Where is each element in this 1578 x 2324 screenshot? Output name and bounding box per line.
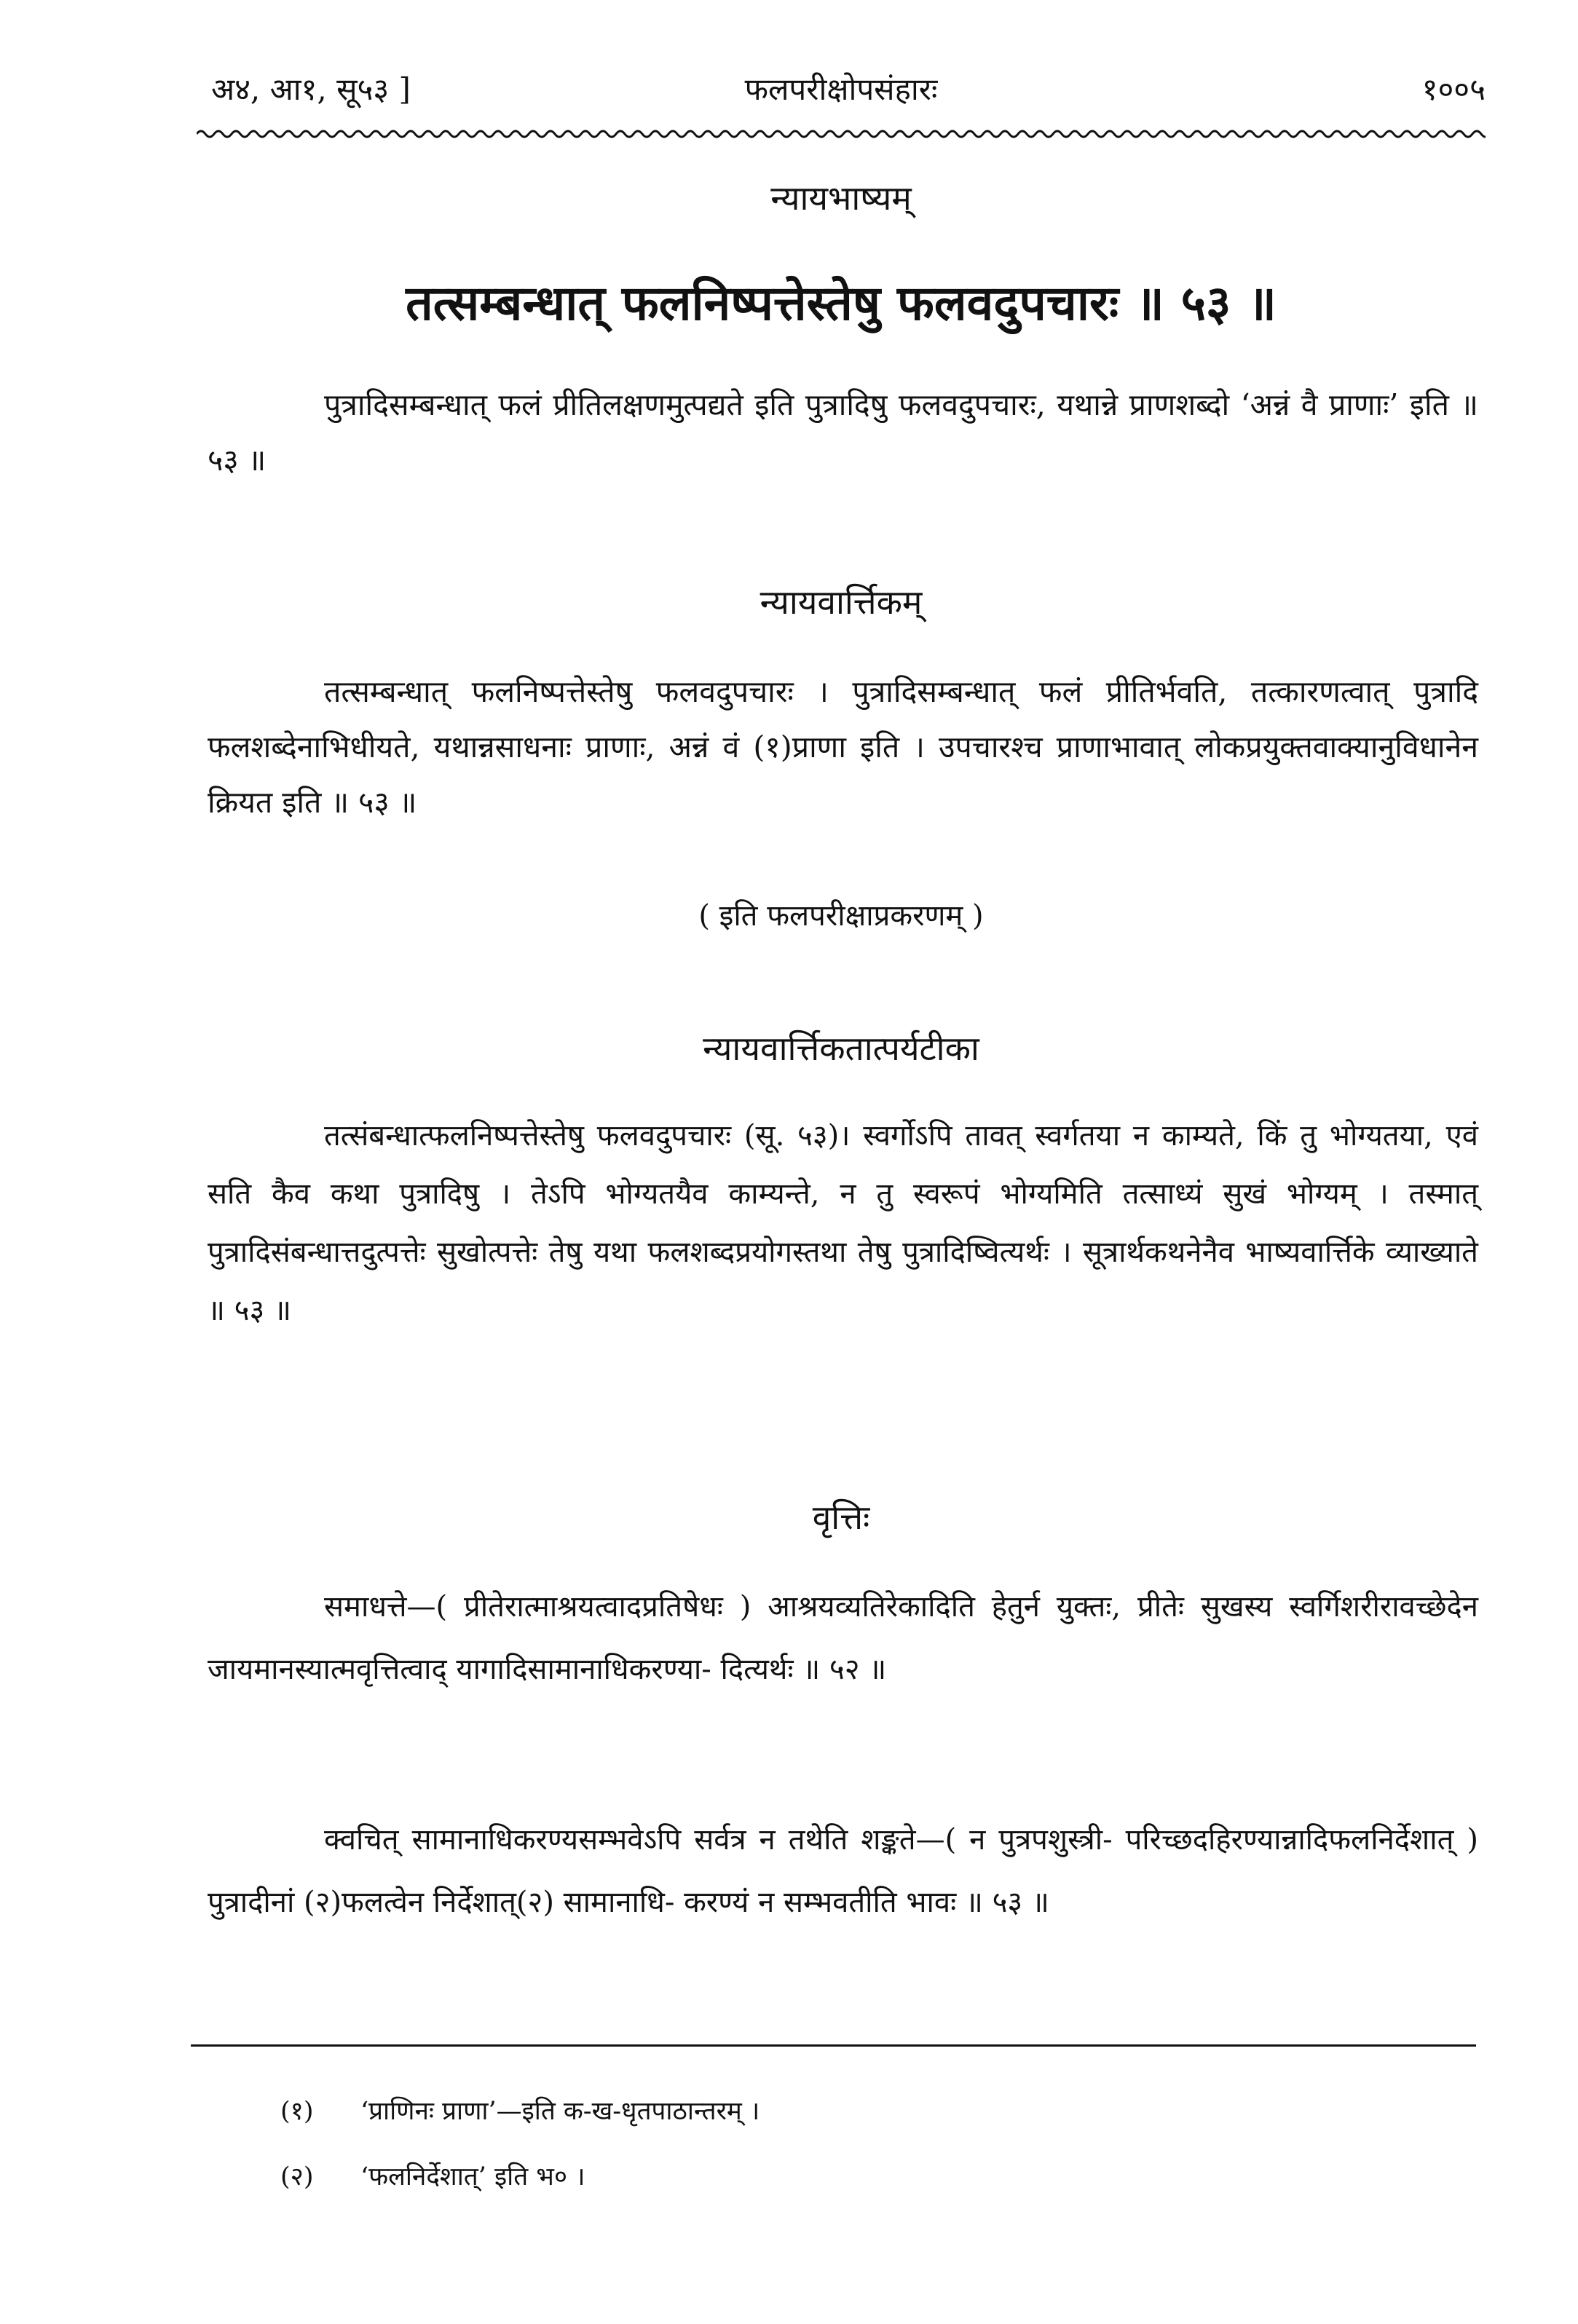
varttika-paragraph: तत्सम्बन्धात् फलनिष्पत्तेस्तेषु फलवदुपचारः । पुत्रादिसम्बन्धात् फलं प्रीतिर्भवति, तत्कारणत्वात् पुत्रादि फलशब्देनाभिधीयते, यथान्नसाधनाः प्राणाः, अन्नं वं (१)प्राणा इति । उपचारश्च प्राणाभावात् लोकप्रयुक्तवाक्यानुविधानेन क्रियत इति ॥ ५३ ॥	[208, 674, 1478, 820]
footnote-2-text: ‘फलनिर्देशात्’ इति भ० ।	[360, 2162, 585, 2191]
vritti-heading: वृत्तिः	[812, 1498, 870, 1537]
footnote-1	[280, 2090, 1373, 2133]
sutra-text: तत्सम्बन्धात् फलनिष्पत्तेस्तेषु फलवदुपचारः ॥ ५३ ॥	[406, 274, 1277, 331]
footnote-2-number: (२)	[280, 2162, 314, 2191]
page-number: १००५	[1421, 71, 1486, 107]
vritti-paragraph-1: समाधत्ते—( प्रीतेरात्माश्रयत्वादप्रतिषेधः ) आश्रयव्यतिरेकादिति हेतुर्न युक्तः, प्रीतेः सुखस्य स्वर्गिशरीरावच्छेदेन जायमानस्यात्मवृत्तित्वाद् यागादिसामानाधिकरण्या- दित्यर्थः ॥ ५२ ॥	[208, 1590, 1478, 1686]
running-head-title: फलपरीक्षोपसंहारः	[744, 71, 938, 107]
varttika-heading: न्यायवार्त्तिकम्	[760, 582, 923, 622]
footnote-2	[280, 2155, 1373, 2199]
tatparya-heading: न्यायवार्त्तिकतात्पर्यटीका	[703, 1029, 979, 1068]
footnote-rule	[191, 2044, 1476, 2047]
bhashya-heading: न्यायभाष्यम्	[770, 178, 912, 218]
running-head-reference: अ४, आ१, सू५३ ]	[211, 71, 411, 107]
tatparya-paragraph: तत्संबन्धात्फलनिष्पत्तेस्तेषु फलवदुपचारः (सू. ५३)। स्वर्गोऽपि तावत् स्वर्गतया न काम्यते, किं तु भोग्यतया, एवं सति कैव कथा पुत्रादिषु । तेऽपि भोग्यतयैव काम्यन्ते, न तु स्वरूपं भोग्यमिति तत्साध्यं सुखं भोग्यम् । तस्मात् पुत्रादिसंबन्धात्तदुत्पत्तेः सुखोत्पत्तेः तेषु यथा फलशब्दप्रयोगस्तथा तेषु पुत्रादिष्वित्यर्थः । सूत्रार्थकथनेनैव भाष्यवार्त्तिके व्याख्याते ॥ ५३ ॥	[208, 1119, 1478, 1327]
footnote-1-number: (१)	[280, 2097, 314, 2126]
section-colophon: ( इति फलपरीक्षाप्रकरणम् )	[698, 899, 984, 933]
vritti-paragraph-2: क्वचित् सामानाधिकरण्यसम्भवेऽपि सर्वत्र न तथेति शङ्कते—( न पुत्रपशुस्त्री- परिच्छदहिरण्यान्नादिफलनिर्देशात् ) पुत्रादीनां (२)फलत्वेन निर्देशात्(२) सामानाधि- करण्यं न सम्भवतीति भावः ॥ ५३ ॥	[208, 1823, 1478, 1919]
wavy-header-rule	[197, 125, 1486, 143]
bhashya-paragraph: पुत्रादिसम्बन्धात् फलं प्रीतिलक्षणमुत्पद्यते इति पुत्रादिषु फलवदुपचारः, यथान्ने प्राणशब्दो ‘अन्नं वै प्राणाः’ इति ॥ ५३ ॥	[208, 387, 1478, 478]
running-head	[197, 64, 1486, 115]
footnote-1-text: ‘प्राणिनः प्राणा’—इति क-ख-धृतपाठान्तरम् ।	[360, 2097, 760, 2126]
